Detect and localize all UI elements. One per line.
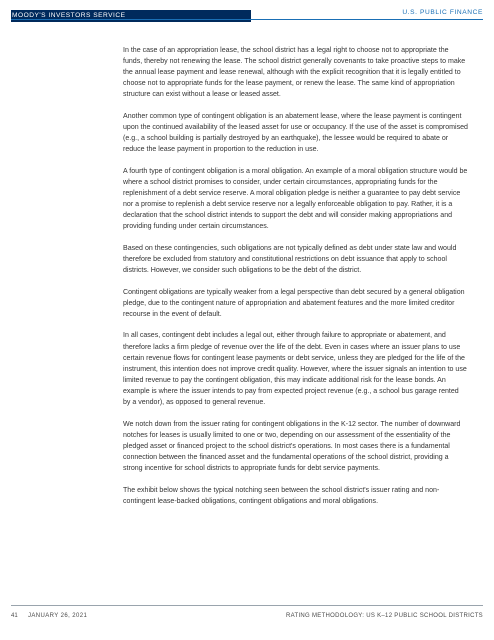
page-number: 41	[11, 613, 18, 619]
publisher-label: MOODY'S INVESTORS SERVICE	[11, 11, 130, 20]
paragraph-legal-weakness: Contingent obligations are typically weaker from a legal perspective than debt secured by a general obligation pledge, due to the contingent nature of appropriation and abatement features and the more limited creditor recourse in the event of default.	[123, 288, 465, 318]
header-rule	[11, 19, 483, 20]
paragraph-legal-out: In all cases, contingent debt includes a legal out, either through failure to appropriate or abatement, and therefore lacks a firm pledge of revenue over the life of the debt. Even in cases where an issuer plans to use certain revenue flows for contingent lease payments or debt service, unless they are pledged for the life of the instrument, this intention does not improve credit quality. However, where the issuer signals an intention to use limited revenue to pay the contingent obligation, this may indicate additional risk for the lease bonds. An example is where the issuer intends to pay from expected project revenue (e.g., a school bus garage rented by a vendor), as opposed to general revenue.	[123, 332, 467, 407]
page-footer	[0, 605, 494, 625]
footer-rule	[11, 605, 483, 606]
page-header	[0, 0, 494, 40]
paragraph-debt-definition: Based on these contingencies, such obligations are not typically defined as debt under state law and would therefore be excluded from statutory and constitutional restrictions on debt issuance that apply to school districts. However, we consider such obligations to be the debt of the district.	[123, 244, 457, 275]
section-label: U.S. PUBLIC FINANCE	[402, 9, 483, 16]
paragraph-appropriation-lease: In the case of an appropriation lease, the school district has a legal right to choose not to appropriate the funds, thereby not renewing the lease. The school district generally covenants to take proactive steps to make the annual lease payment and lease renewal, although with the explicit recognition that it is legally entitled to choose not to appropriate funds for the lease payment, or renew the lease. The same kind of appropriation structure can exist without a lease or leased asset.	[123, 47, 466, 99]
body-text	[123, 45, 468, 517]
paragraph-notching: We notch down from the issuer rating for contingent obligations in the K-12 sector. The number of downward notches for leases is usually limited to one or two, depending on our assessment of the essentiality of the pledged asset or financed project to the school district's operations. In most cases there is a fundamental connection between the financed asset and the fundamental operations of the school district, providing a strong incentive for school districts to appropriate funds for debt service payments.	[123, 420, 461, 472]
publisher-banner	[11, 10, 251, 22]
paragraph-abatement-lease: Another common type of contingent obligation is an abatement lease, where the lease payment is contingent upon the continued availability of the leased asset for use or occupancy. If the use of the asset is compromised (e.g., a school building is partially destroyed by an earthquake), the lessee would be required to abate or reduce the lease payment in proportion to the reduction in use.	[123, 112, 468, 154]
paragraph-exhibit-intro: The exhibit below shows the typical notching seen between the school district's issuer rating and non-contingent lease-backed obligations, contingent obligations and moral obligations.	[123, 486, 440, 505]
publication-date: JANUARY 26, 2021	[28, 613, 88, 619]
paragraph-moral-obligation: A fourth type of contingent obligation is a moral obligation. An example of a moral obligation structure would be where a school district promises to consider, under certain circumstances, appropriating funds for the replenishment of a debt service reserve. A moral obligation pledge is neither a guarantee to pay debt service nor a promise to replenish a debt service reserve nor a legally enforceable obligation to pay. Rather, it is a declaration that the school district intends to support the debt and will consider making appropriations and providing funding under certain circumstances.	[123, 167, 468, 231]
document-title: RATING METHODOLOGY: US K–12 PUBLIC SCHOOL DISTRICTS	[285, 613, 483, 619]
